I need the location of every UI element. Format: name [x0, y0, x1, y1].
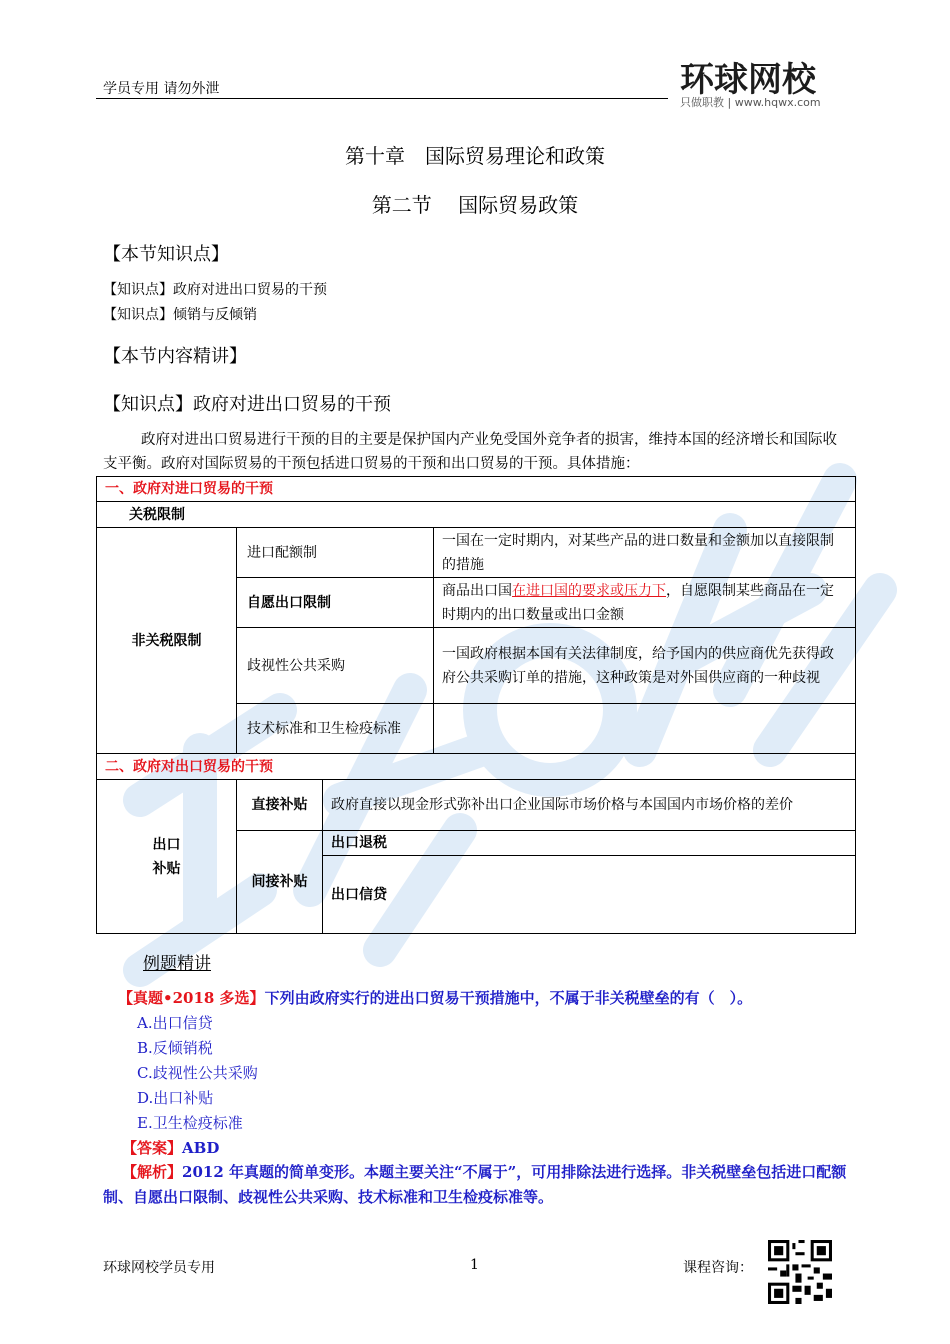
desc-text: ，自愿限制某些商品在一定时期内的出口数量或出口金额 — [442, 582, 834, 623]
export-section-header: 二、政府对出口贸易的干预 — [96, 753, 856, 780]
option-c: C.歧视性公共采购 — [137, 1064, 258, 1082]
measure-name: 自愿出口限制 — [236, 577, 434, 628]
direct-subsidy-label: 直接补贴 — [236, 779, 323, 831]
option-e: E.卫生检疫标准 — [137, 1114, 243, 1132]
example-heading: 例题精讲 — [143, 954, 211, 974]
direct-subsidy-desc: 政府直接以现金形式弥补出口企业国际市场价格与本国国内市场价格的差价 — [322, 779, 856, 831]
measure-desc — [433, 577, 856, 628]
import-section-header: 一、政府对进口贸易的干预 — [96, 476, 856, 502]
measure-desc: 一国在一定时期内，对某些产品的进口数量和金额加以直接限制的措施 — [433, 527, 856, 578]
knowledge-heading: 【本节知识点】 — [103, 244, 229, 265]
measure-desc: 一国政府根据本国有关法律制度，给予国内的供应商优先获得政府公共采购订单的措施，这种政策是对外国供应商的一种歧视 — [433, 627, 856, 704]
measure-name: 进口配额制 — [236, 527, 434, 578]
tariff-row: 关税限制 — [96, 501, 856, 528]
content-heading: 【本节内容精讲】 — [103, 346, 247, 367]
question-tag: 【真题•2018 多选】 — [118, 989, 265, 1007]
intro-paragraph — [103, 428, 848, 476]
option-b: B.反倾销税 — [137, 1039, 213, 1057]
intro-text: 政府对进出口贸易进行干预的目的主要是保护国内产业免受国外竞争者的损害，维持本国的经济增长和国际收支平衡。政府对国际贸易的干预包括进口贸易的干预和出口贸易的干预。具体措施： — [103, 432, 837, 472]
export-subsidy-label — [96, 779, 237, 934]
export-subsidy-line2: 补贴 — [152, 860, 181, 877]
logo-tagline: 只做职教 | www.hqwx.com — [680, 96, 821, 109]
desc-text: 商品出口国 — [442, 582, 512, 599]
header-divider — [96, 98, 668, 99]
footer-consult: 课程咨询： — [683, 1260, 753, 1276]
measure-name: 歧视性公共采购 — [236, 627, 434, 704]
analysis-text: 2012 年真题的简单变形。本题主要关注“不属于”，可用排除法进行选择。非关税壁垒包括进口配额制、自愿出口限制、歧视性公共采购、技术标准和卫生检疫标准等。 — [103, 1163, 847, 1206]
knowledge-point-title: 【知识点】政府对进出口贸易的干预 — [103, 394, 391, 415]
knowledge-point-1: 【知识点】政府对进出口贸易的干预 — [103, 282, 327, 298]
desc-highlight: 在进口国的要求或压力下 — [512, 582, 666, 599]
chapter-title: 第十章 国际贸易理论和政策 — [345, 144, 605, 168]
logo-text: 环球网校 — [680, 60, 816, 100]
section-title: 第二节 国际贸易政策 — [371, 193, 579, 217]
answer-value: ABD — [182, 1139, 220, 1157]
page-number: 1 — [470, 1257, 479, 1273]
measure-desc — [433, 703, 856, 754]
analysis-tag: 【解析】 — [122, 1163, 183, 1181]
indirect-item: 出口退税 — [322, 830, 856, 856]
analysis — [103, 1160, 855, 1210]
option-d: D.出口补贴 — [137, 1089, 214, 1107]
indirect-item: 出口信贷 — [322, 855, 856, 934]
question-text: 下列由政府实行的进出口贸易干预措施中，不属于非关税壁垒的有（ ）。 — [264, 989, 753, 1007]
measure-name: 技术标准和卫生检疫标准 — [236, 703, 434, 754]
option-a: A.出口信贷 — [137, 1014, 213, 1032]
footer-left: 环球网校学员专用 — [103, 1260, 215, 1276]
export-subsidy-line1: 出口 — [152, 836, 181, 853]
indirect-subsidy-label: 间接补贴 — [236, 830, 323, 934]
nontariff-label: 非关税限制 — [96, 527, 237, 754]
question — [118, 987, 752, 1008]
knowledge-point-2: 【知识点】倾销与反倾销 — [103, 307, 257, 323]
qr-code-icon[interactable] — [768, 1240, 832, 1304]
measures-table — [96, 476, 856, 934]
answer — [122, 1137, 219, 1158]
brand-logo — [680, 52, 842, 110]
answer-tag: 【答案】 — [122, 1139, 183, 1157]
confidential-notice: 学员专用 请勿外泄 — [103, 81, 220, 97]
